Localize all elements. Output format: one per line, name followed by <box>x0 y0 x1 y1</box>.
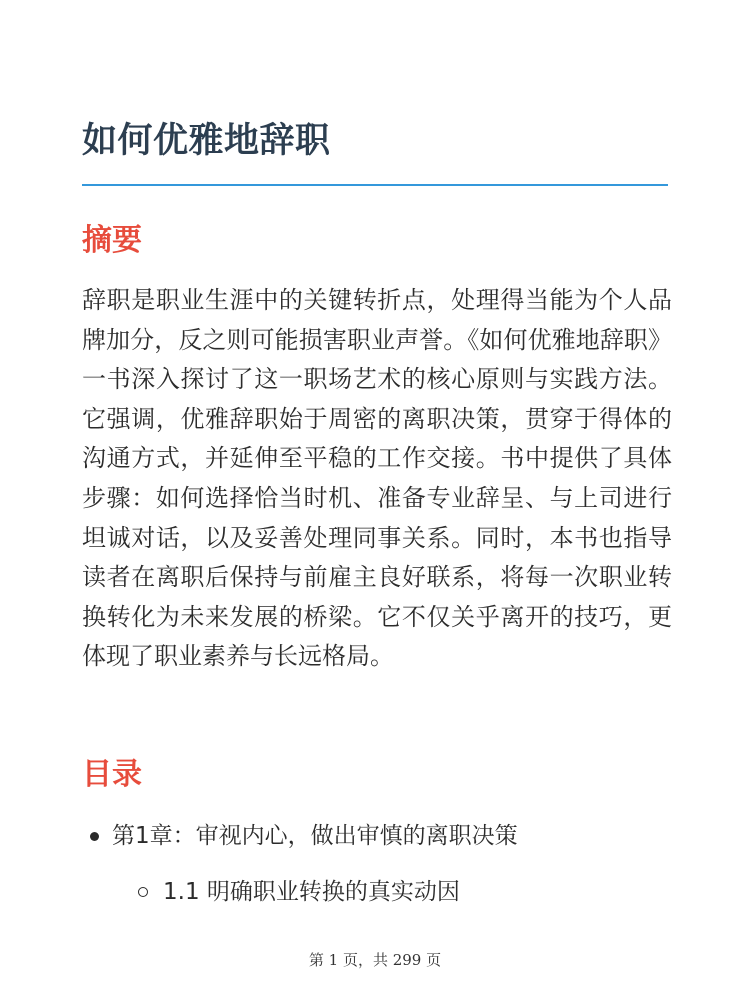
summary-paragraph: 辞职是职业生涯中的关键转折点，处理得当能为个人品牌加分，反之则可能损害职业声誉。《如何优雅地辞职》一书深入探讨了这一职场艺术的核心原则与实践方法。它强调，优雅辞职始于周密的离职决策，贯穿于得体的沟通方式，并延伸至平稳的工作交接。书中提供了具体步骤：如何选择恰当时机、准备专业辞呈、与上司进行坦诚对话，以及妥善处理同事关系。同时，本书也指导读者在离职后保持与前雇主良好联系，将每一次职业转换转化为未来发展的桥梁。它不仅关乎离开的技巧，更体现了职业素养与长远格局。 <box>82 286 672 671</box>
document-title: 如何优雅地辞职 <box>82 121 331 161</box>
document-page <box>82 0 672 1000</box>
bullet-disc-icon <box>90 832 99 841</box>
toc-chapter-item[interactable] <box>112 820 518 852</box>
toc-heading: 目录 <box>82 757 142 792</box>
toc-chapter-label: 第1章：审视内心，做出审慎的离职决策 <box>112 823 518 849</box>
page-footer: 第 1 页，共 299 页 <box>308 951 442 969</box>
toc-section-item[interactable] <box>163 876 460 908</box>
title-divider <box>82 184 668 186</box>
summary-heading: 摘要 <box>82 223 142 258</box>
bullet-circle-icon <box>138 887 148 897</box>
toc-section-label: 1.1 明确职业转换的真实动因 <box>163 879 460 905</box>
